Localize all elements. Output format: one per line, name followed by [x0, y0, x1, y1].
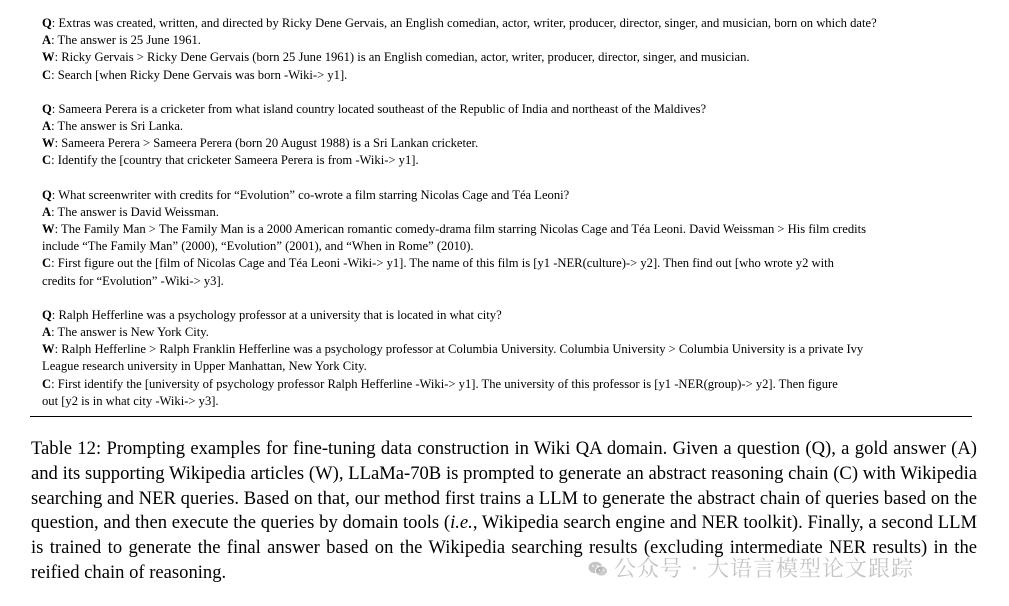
- question-tag: Q: [42, 307, 52, 322]
- question-line: Q: Ralph Hefferline was a psychology professor at a university that is located in what city?: [42, 307, 502, 322]
- answer-text: The answer is 25 June 1961.: [57, 33, 201, 48]
- wiki-line: W: The Family Man > The Family Man is a 2000 American romantic comedy-drama film starring Nicolas Cage and Téa Leoni. David Weissman > His film credits: [42, 222, 867, 237]
- wiki-line: W: Ricky Gervais > Ricky Dene Gervais (born 25 June 1961) is an English comedian, actor, writer, producer, director, singer, and musician.: [42, 50, 750, 65]
- answer-line: A: The answer is New York City.: [42, 325, 209, 340]
- wiki-tag: W: [42, 222, 55, 237]
- wiki-text: The Family Man > The Family Man is a 2000 American romantic comedy-drama film starring Nicolas Cage and Téa Leoni. David Weissman > His film credits: [61, 222, 867, 237]
- answer-tag: A: [42, 204, 52, 219]
- chain-line: C: First identify the [university of psychology professor Ralph Hefferline -Wiki-> y1]. The university of this professor is [y1 -NER(group)-> y2]. Then figure: [42, 376, 838, 391]
- chain-text: First identify the [university of psychology professor Ralph Hefferline -Wiki-> y1]. The university of this professor is [y1 -NER(group)-> y2]. Then figure: [57, 376, 838, 391]
- chain-line: C: Search [when Ricky Dene Gervais was born -Wiki-> y1].: [42, 67, 348, 82]
- watermark-text: 公众号 · 大语言模型论文跟踪: [614, 557, 914, 582]
- answer-line: A: The answer is Sri Lanka.: [42, 119, 184, 134]
- answer-text: The answer is David Weissman.: [57, 204, 219, 219]
- wiki-line: W: Sameera Perera > Sameera Perera (born 20 August 1988) is a Sri Lankan cricketer.: [42, 136, 479, 151]
- wiki-text: Ricky Gervais > Ricky Dene Gervais (born 25 June 1961) is an English comedian, actor, writer, producer, director, singer, and musician.: [61, 50, 750, 65]
- answer-line: A: The answer is 25 June 1961.: [42, 33, 201, 48]
- chain-text: Search [when Ricky Dene Gervais was born -Wiki-> y1].: [57, 67, 348, 82]
- caption-text-1: Table 12: Prompting examples for fine-tuning data construction in Wiki QA domain. Given a question (Q), a gold answer (A) and its supporting Wikipedia articles (W), LLaMa-70B is prompted to generate an abstract reasoning chain (C) with Wikipedia searching and NER queries. Based on that, our method first trains a LLM to generate the abstract chain of queries based on the question, and then execute the queries by domain tools (: [31, 438, 977, 534]
- wiki-tag: W: [42, 50, 55, 65]
- wiki-tag: W: [42, 136, 55, 151]
- chain-tag: C: [42, 153, 52, 168]
- example-2: [42, 101, 962, 170]
- table-bottom-rule: [30, 416, 972, 417]
- wechat-icon: [588, 561, 608, 577]
- chain-line-cont: out [y2 is in what city -Wiki-> y3].: [42, 393, 219, 408]
- question-tag: Q: [42, 16, 52, 30]
- wiki-line-cont: League research university in Upper Manhattan, New York City.: [42, 359, 367, 374]
- answer-line: A: The answer is David Weissman.: [42, 204, 219, 219]
- chain-line-cont: credits for “Evolution” -Wiki-> y3].: [42, 273, 224, 288]
- chain-tag: C: [42, 67, 52, 82]
- watermark: [588, 552, 914, 583]
- question-line: Q: Extras was created, written, and directed by Ricky Dene Gervais, an English comedian, actor, writer, producer, director, singer, and musician, born on which date?: [42, 16, 877, 30]
- chain-text: Identify the [country that cricketer Sameera Perera is from -Wiki-> y1].: [57, 153, 419, 168]
- wiki-line: W: Ralph Hefferline > Ralph Franklin Hefferline was a psychology professor at Columbia University. Columbia University > Columbia University is a private Ivy: [42, 342, 864, 357]
- question-text: Extras was created, written, and directed by Ricky Dene Gervais, an English comedian, actor, writer, producer, director, singer, and musician, born on which date?: [58, 16, 877, 30]
- chain-line: C: First figure out the [film of Nicolas Cage and Téa Leoni -Wiki-> y1]. The name of this film is [y1 -NER(culture)-> y2]. Then find out [who wrote y2 with: [42, 256, 834, 271]
- question-text: What screenwriter with credits for “Evolution” co-wrote a film starring Nicolas Cage and Téa Leoni?: [58, 187, 570, 202]
- wiki-text: Ralph Hefferline > Ralph Franklin Hefferline was a psychology professor at Columbia University. Columbia University > Columbia University is a private Ivy: [61, 342, 864, 357]
- wiki-tag: W: [42, 342, 55, 357]
- caption-text-2: , Wikipedia search engine and NER toolkit). Finally, a second LLM is trained to generate the final answer based on the Wikipedia searching results (excluding intermediate NER results) in the reified chain of reasoning.: [31, 512, 977, 583]
- example-1: [42, 15, 962, 84]
- wiki-text: Sameera Perera > Sameera Perera (born 20 August 1988) is a Sri Lankan cricketer.: [61, 136, 479, 151]
- chain-tag: C: [42, 376, 52, 391]
- answer-tag: A: [42, 119, 52, 134]
- question-tag: Q: [42, 101, 52, 116]
- chain-line: C: Identify the [country that cricketer Sameera Perera is from -Wiki-> y1].: [42, 153, 419, 168]
- caption-italic: i.e.: [450, 512, 473, 534]
- examples-table: [42, 15, 962, 427]
- question-line: Q: Sameera Perera is a cricketer from what island country located southeast of the Republic of India and northeast of the Maldives?: [42, 101, 707, 116]
- answer-text: The answer is New York City.: [57, 325, 209, 340]
- question-text: Ralph Hefferline was a psychology professor at a university that is located in what city?: [58, 307, 502, 322]
- chain-tag: C: [42, 256, 52, 271]
- question-line: Q: What screenwriter with credits for “Evolution” co-wrote a film starring Nicolas Cage and Téa Leoni?: [42, 187, 570, 202]
- wiki-line-cont: include “The Family Man” (2000), “Evolution” (2001), and “When in Rome” (2010).: [42, 239, 474, 254]
- example-3: [42, 187, 962, 290]
- chain-text: First figure out the [film of Nicolas Cage and Téa Leoni -Wiki-> y1]. The name of this film is [y1 -NER(culture)-> y2]. Then find out [who wrote y2 with: [57, 256, 834, 271]
- answer-text: The answer is Sri Lanka.: [57, 119, 184, 134]
- question-text: Sameera Perera is a cricketer from what island country located southeast of the Republic of India and northeast of the Maldives?: [58, 101, 707, 116]
- example-4: [42, 307, 962, 410]
- question-tag: Q: [42, 187, 52, 202]
- answer-tag: A: [42, 33, 52, 48]
- answer-tag: A: [42, 325, 52, 340]
